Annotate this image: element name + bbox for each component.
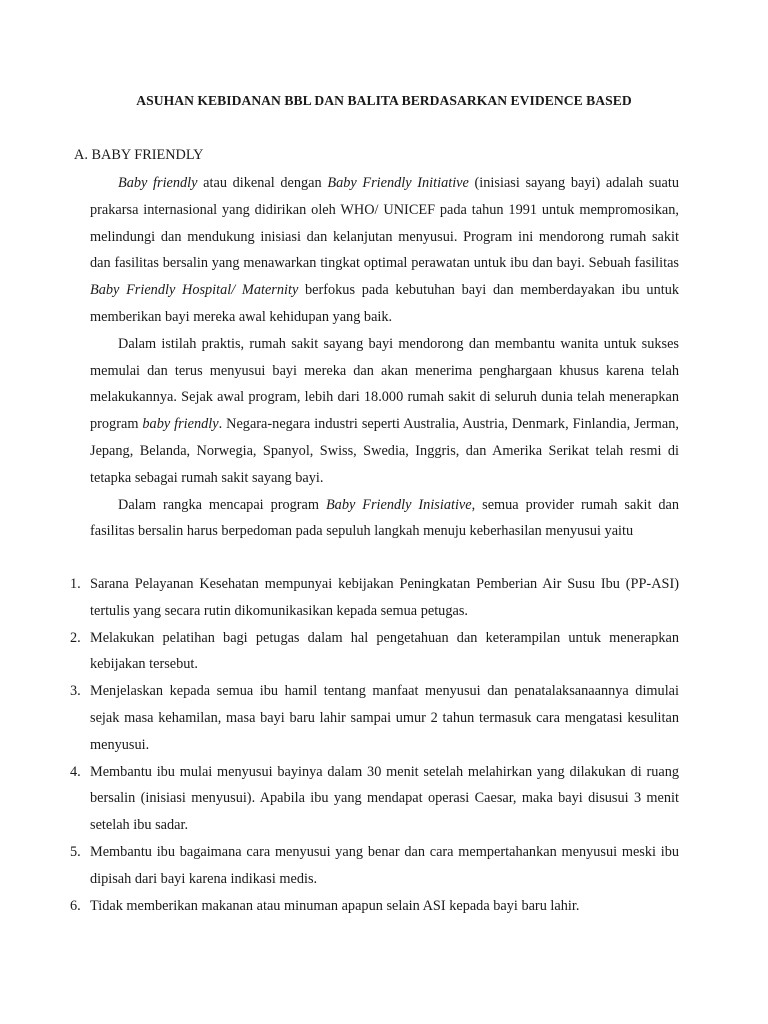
list-item bbox=[70, 893, 679, 920]
list-text: Melakukan pelatihan bagi petugas dalam hal pengetahuan dan keterampilan untuk menerapkan kebijakan tersebut. bbox=[90, 629, 679, 673]
list-item bbox=[70, 625, 679, 679]
text-run: Dalam istilah praktis, rumah sakit sayang bayi mendorong dan membantu wanita untuk sukses memulai dan terus menyusui bayi mereka dan akan menerima penghargaan khusus karena telah melakukannya. Sejak awal program, lebih dari 18.000 rumah sakit di seluruh dunia telah menerapkan program bbox=[90, 335, 679, 433]
list-text: Membantu ibu mulai menyusui bayinya dalam 30 menit setelah melahirkan yang dilakukan di ruang bersalin (inisiasi menyusui). Apabila ibu yang mendapat operasi Caesar, maka bayi disusui 3 menit setelah ibu sadar. bbox=[90, 763, 679, 834]
list-text: Menjelaskan kepada semua ibu hamil tentang manfaat menyusui dan penatalaksanaannya dimulai sejak masa kehamilan, masa bayi baru lahir sampai umur 2 tahun termasuk cara mengatasi kesulitan menyusui. bbox=[90, 683, 679, 753]
italic-term: baby friendly bbox=[142, 416, 219, 433]
list-item bbox=[70, 678, 679, 758]
list-text: Sarana Pelayanan Kesehatan mempunyai kebijakan Peningkatan Pemberian Air Susu Ibu (PP-ASI) tertulis yang secara rutin dikomunikasikan kepada semua petugas. bbox=[90, 576, 679, 619]
list-number: 4. bbox=[70, 763, 81, 780]
list-text: Tidak memberikan makanan atau minuman apapun selain ASI kepada bayi baru lahir. bbox=[90, 897, 580, 914]
text-run: berfokus pada kebutuhan bayi dan memberdayakan ibu untuk memberikan bayi mereka awal kehidupan yang baik. bbox=[90, 282, 679, 325]
section-heading: A. BABY FRIENDLY bbox=[74, 147, 204, 163]
list-number: 5. bbox=[70, 843, 81, 860]
text-run: , semua provider rumah sakit dan fasilitas bersalin harus berpedoman pada sepuluh langkah menuju keberhasilan menyusui yaitu bbox=[90, 496, 679, 540]
document-title: ASUHAN KEBIDANAN BBL DAN BALITA BERDASARKAN EVIDENCE BASED bbox=[136, 93, 632, 108]
list-number: 6. bbox=[70, 897, 81, 914]
paragraph bbox=[90, 492, 679, 546]
italic-term: Baby Friendly Inisiative bbox=[325, 496, 472, 513]
italic-term: Baby friendly bbox=[118, 175, 198, 191]
steps-list bbox=[70, 571, 679, 919]
list-item bbox=[70, 839, 679, 893]
italic-term: Baby Friendly Hospital/ Maternity bbox=[90, 282, 299, 299]
list-number: 1. bbox=[70, 576, 81, 592]
text-run: (inisiasi sayang bayi) adalah suatu prakarsa internasional yang didirikan oleh WHO/ UNICEF pada tahun 1991 untuk mempromosikan, melindungi dan mendukung inisiasi dan kelanjutan menyusui. Program ini mendorong rumah sakit dan fasilitas bersalin yang menawarkan tingkat optimal perawatan untuk ibu dan bayi. Sebuah fasilitas bbox=[90, 175, 680, 272]
list-item bbox=[70, 759, 679, 839]
list-text: Membantu ibu bagaimana cara menyusui yang benar dan cara mempertahankan menyusui meski ibu dipisah dari bayi karena indikasi medis. bbox=[90, 843, 679, 887]
list-number: 2. bbox=[70, 629, 81, 646]
paragraph bbox=[90, 170, 679, 331]
body-text bbox=[90, 170, 679, 545]
list-number: 3. bbox=[70, 683, 81, 700]
paragraph bbox=[90, 331, 679, 492]
text-run: . Negara-negara industri seperti Australia, Austria, Denmark, Finlandia, Jerman, Jepang, Belanda, Norwegia, Spanyol, Swiss, Swedia, Inggris, dan Amerika Serikat telah resmi di tetapka sebagai rumah sakit sayang bayi. bbox=[90, 416, 679, 486]
italic-term: Baby Friendly Initiative bbox=[327, 175, 469, 191]
text-run: atau dikenal dengan bbox=[197, 175, 328, 191]
list-item bbox=[70, 571, 679, 625]
text-run: Dalam rangka mencapai program bbox=[118, 496, 326, 513]
